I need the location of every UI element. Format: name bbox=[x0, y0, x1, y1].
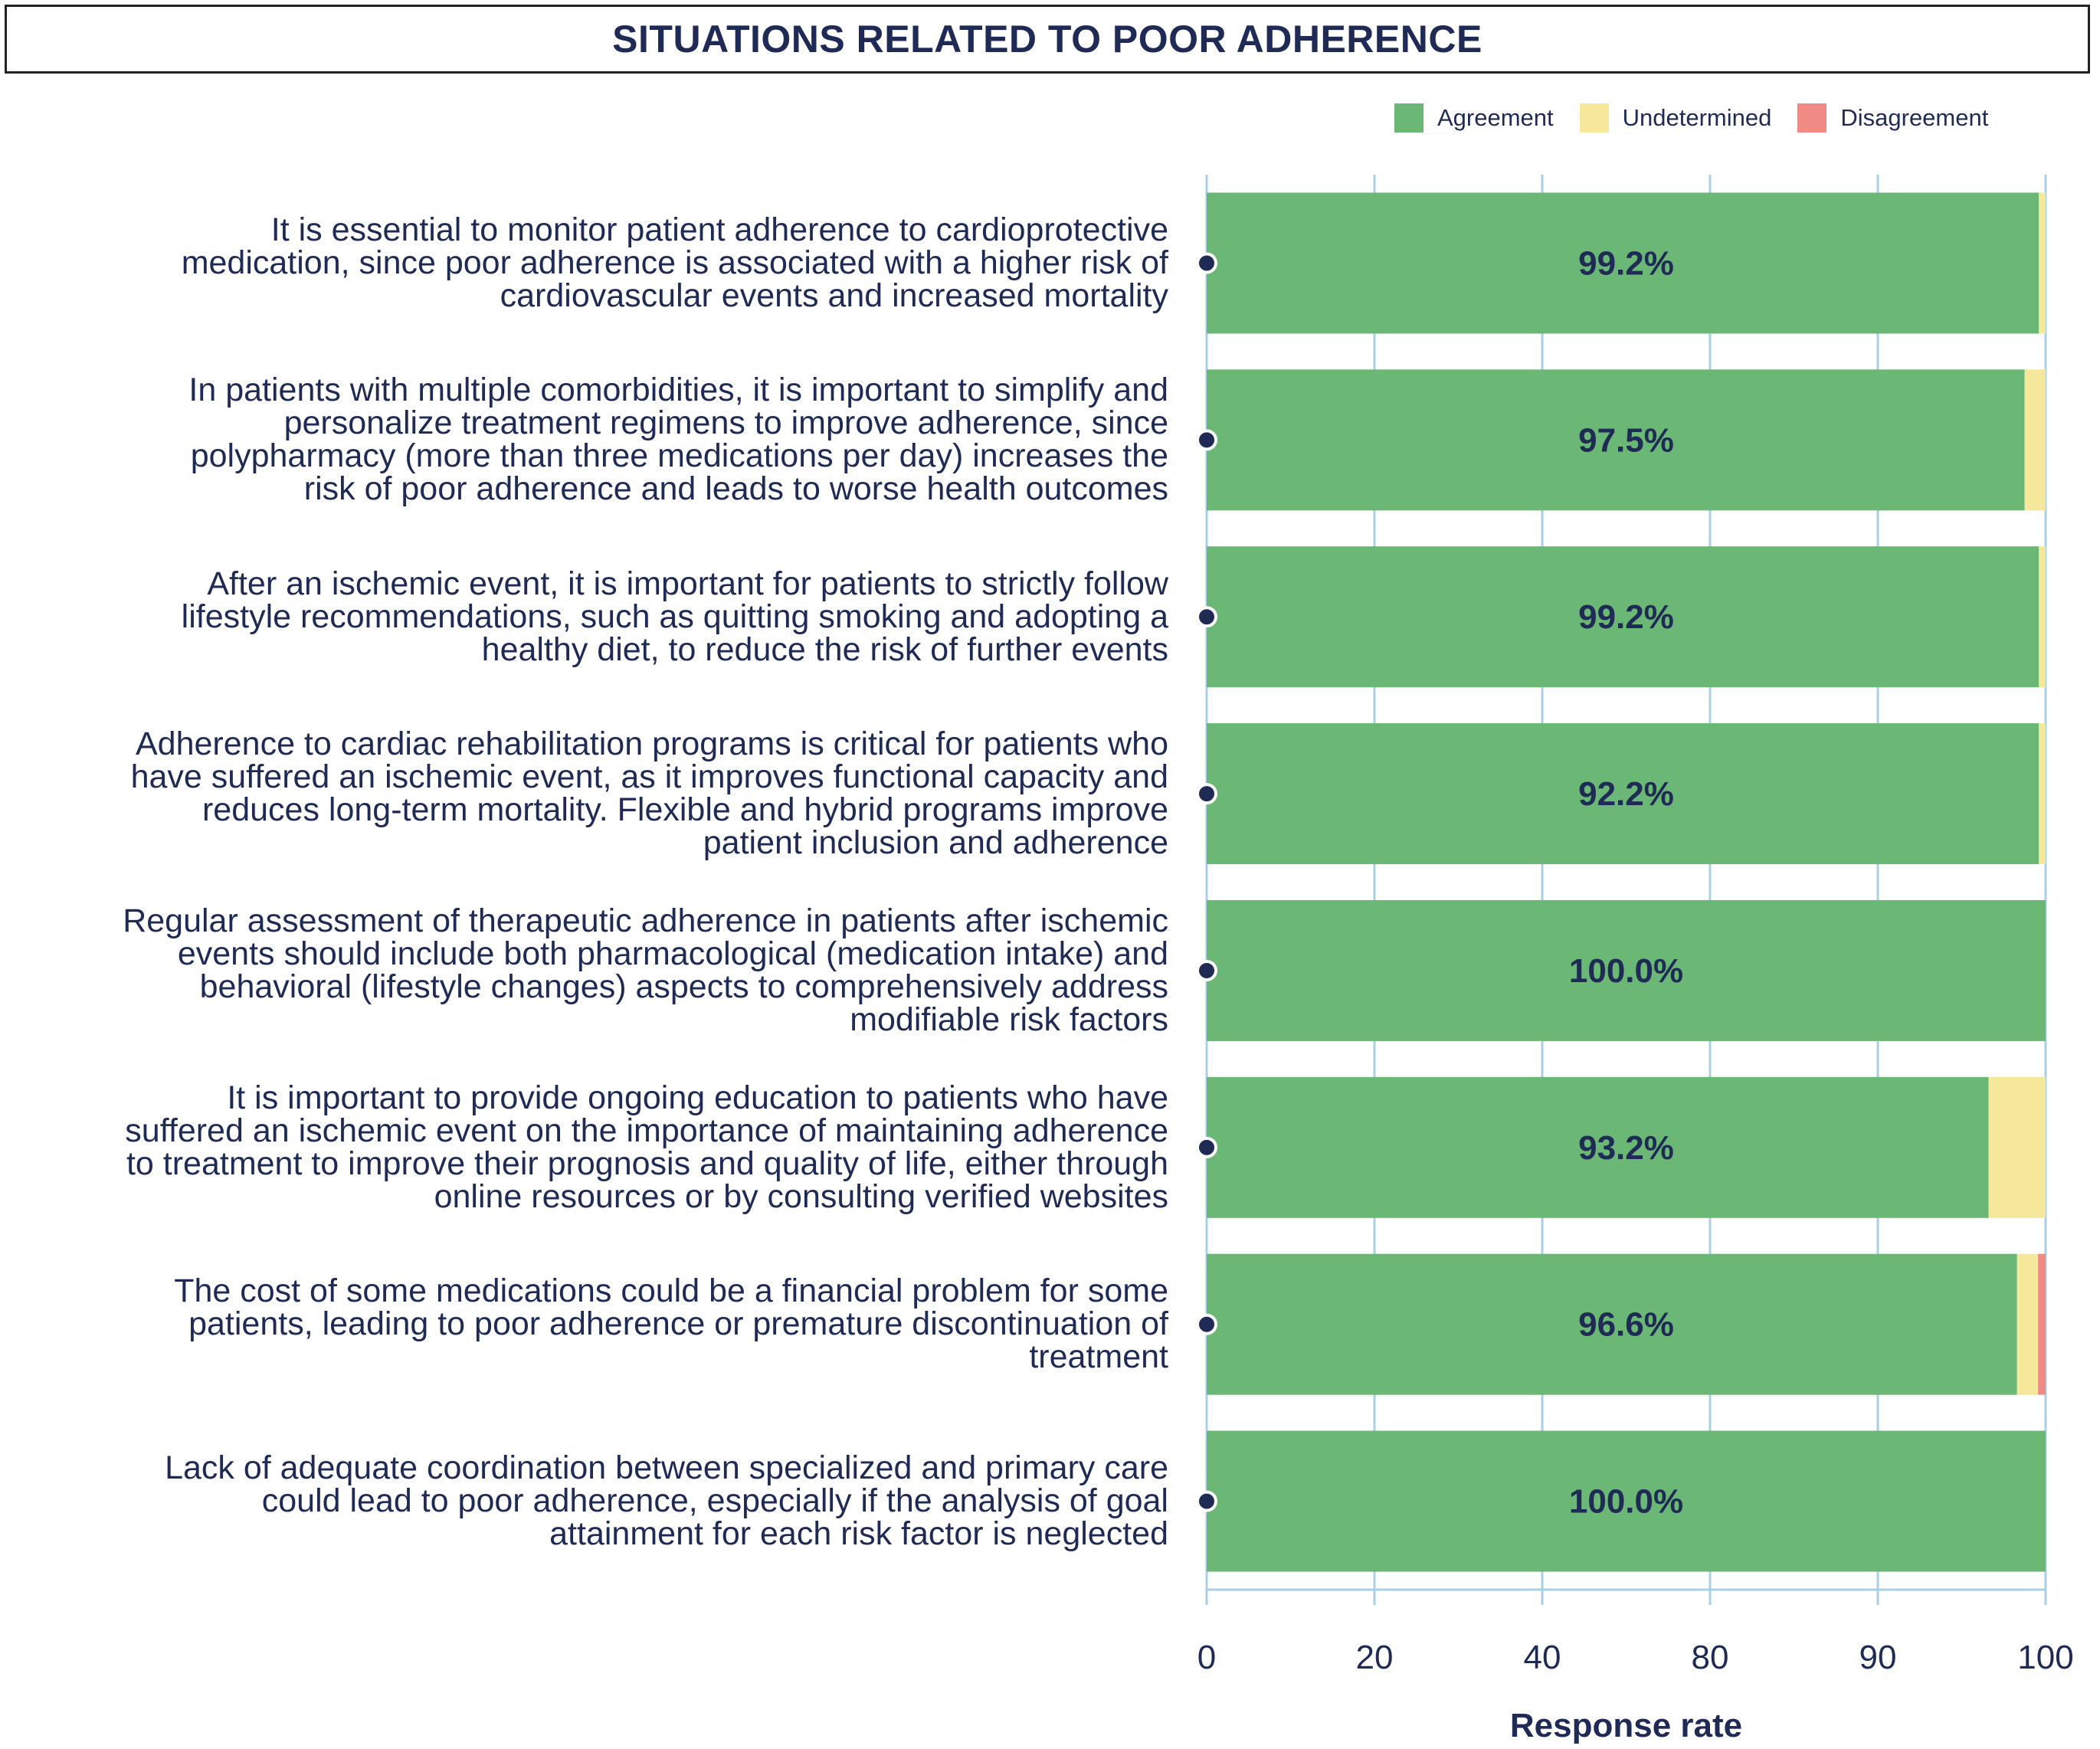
row-marker-dot bbox=[1197, 784, 1216, 803]
category-label-line: to treatment to improve their prognosis and quality of life, either through bbox=[126, 1145, 1168, 1182]
category-label-5 bbox=[0, 902, 1168, 1038]
category-label-4 bbox=[0, 725, 1168, 862]
category-label-2 bbox=[0, 374, 1168, 506]
data-label-6: 93.2% bbox=[1578, 1128, 1674, 1167]
row-marker-dot bbox=[1197, 1492, 1216, 1511]
legend-label-disagreement: Disagreement bbox=[1840, 104, 1989, 131]
x-axis-title: Response rate bbox=[1509, 1707, 1743, 1744]
category-label-line: patient inclusion and adherence bbox=[703, 824, 1168, 862]
bar-undetermined-2 bbox=[2025, 369, 2046, 510]
category-label-line: lifestyle recommendations, such as quitting smoking and adopting a bbox=[181, 598, 1168, 635]
category-label-1 bbox=[0, 211, 1168, 314]
category-label-line: behavioral (lifestyle changes) aspects to comprehensively address bbox=[199, 968, 1168, 1005]
x-tick-label: 80 bbox=[1691, 1639, 1729, 1676]
category-label-line: suffered an ischemic event on the importance of maintaining adherence bbox=[125, 1112, 1168, 1149]
category-label-8 bbox=[0, 1449, 1168, 1553]
data-label-4: 92.2% bbox=[1578, 775, 1674, 814]
category-label-line: treatment bbox=[1029, 1338, 1168, 1376]
category-label-line: The cost of some medications could be a financial problem for some bbox=[174, 1272, 1168, 1310]
category-label-line: medication, since poor adherence is associated with a higher risk of bbox=[181, 244, 1168, 281]
row-marker-dot bbox=[1197, 431, 1216, 449]
category-label-line: risk of poor adherence and leads to worse health outcomes bbox=[303, 470, 1168, 508]
category-label-line: It is essential to monitor patient adherence to cardioprotective bbox=[270, 211, 1168, 248]
x-tick-label: 0 bbox=[1197, 1639, 1217, 1676]
bar-disagreement-7 bbox=[2038, 1254, 2046, 1395]
category-label-line: personalize treatment regimens to improve adherence, since bbox=[283, 404, 1168, 442]
bar-undetermined-3 bbox=[2039, 546, 2046, 687]
category-label-line: cardiovascular events and increased mortality bbox=[500, 277, 1168, 314]
legend-label-undetermined: Undetermined bbox=[1622, 104, 1772, 131]
category-label-line: Adherence to cardiac rehabilitation programs is critical for patients who bbox=[136, 725, 1168, 763]
data-label-5: 100.0% bbox=[1568, 951, 1684, 990]
data-label-3: 99.2% bbox=[1578, 598, 1674, 637]
chart-title: SITUATIONS RELATED TO POOR ADHERENCE bbox=[612, 18, 1482, 61]
category-label-line: After an ischemic event, it is important for patients to strictly follow bbox=[207, 565, 1168, 602]
data-label-7: 96.6% bbox=[1578, 1305, 1674, 1344]
category-label-3 bbox=[0, 565, 1168, 668]
row-marker-dot bbox=[1197, 961, 1216, 980]
category-label-line: patients, leading to poor adherence or premature discontinuation of bbox=[188, 1305, 1168, 1343]
x-tick-label: 20 bbox=[1355, 1639, 1394, 1676]
row-marker-dot bbox=[1197, 254, 1216, 272]
row-marker-dot bbox=[1197, 1315, 1216, 1334]
data-label-8: 100.0% bbox=[1568, 1482, 1684, 1521]
legend-label-agreement: Agreement bbox=[1437, 104, 1554, 131]
x-tick-label: 90 bbox=[1859, 1639, 1897, 1676]
data-label-1: 99.2% bbox=[1578, 244, 1674, 283]
category-label-7 bbox=[0, 1272, 1168, 1376]
category-label-line: polypharmacy (more than three medications per day) increases the bbox=[190, 437, 1168, 475]
bar-undetermined-7 bbox=[2017, 1254, 2038, 1395]
category-label-line: could lead to poor adherence, especially if the analysis of goal bbox=[261, 1482, 1168, 1520]
x-tick-label: 100 bbox=[2017, 1639, 2074, 1676]
category-label-line: In patients with multiple comorbidities, it is important to simplify and bbox=[188, 372, 1168, 409]
data-label-2: 97.5% bbox=[1578, 421, 1674, 460]
category-label-line: It is important to provide ongoing education to patients who have bbox=[227, 1079, 1168, 1116]
category-label-line: healthy diet, to reduce the risk of further events bbox=[481, 630, 1168, 668]
row-marker-dot bbox=[1197, 1138, 1216, 1157]
category-label-line: online resources or by consulting verified websites bbox=[434, 1177, 1168, 1215]
category-label-line: Regular assessment of therapeutic adherence in patients after ischemic bbox=[123, 902, 1168, 939]
category-label-6 bbox=[0, 1079, 1168, 1215]
row-marker-dot bbox=[1197, 608, 1216, 626]
category-label-line: attainment for each risk factor is neglected bbox=[549, 1515, 1168, 1553]
category-label-line: modifiable risk factors bbox=[850, 1001, 1168, 1038]
bar-undetermined-6 bbox=[1989, 1077, 2046, 1218]
category-label-line: events should include both pharmacological (medication intake) and bbox=[177, 935, 1168, 972]
bar-undetermined-1 bbox=[2039, 192, 2046, 333]
x-tick-label: 40 bbox=[1523, 1639, 1561, 1676]
category-label-line: have suffered an ischemic event, as it improves functional capacity and bbox=[130, 758, 1168, 796]
bar-undetermined-4 bbox=[2039, 723, 2046, 864]
category-label-line: Lack of adequate coordination between specialized and primary care bbox=[165, 1449, 1168, 1487]
category-label-line: reduces long-term mortality. Flexible and hybrid programs improve bbox=[201, 791, 1168, 829]
